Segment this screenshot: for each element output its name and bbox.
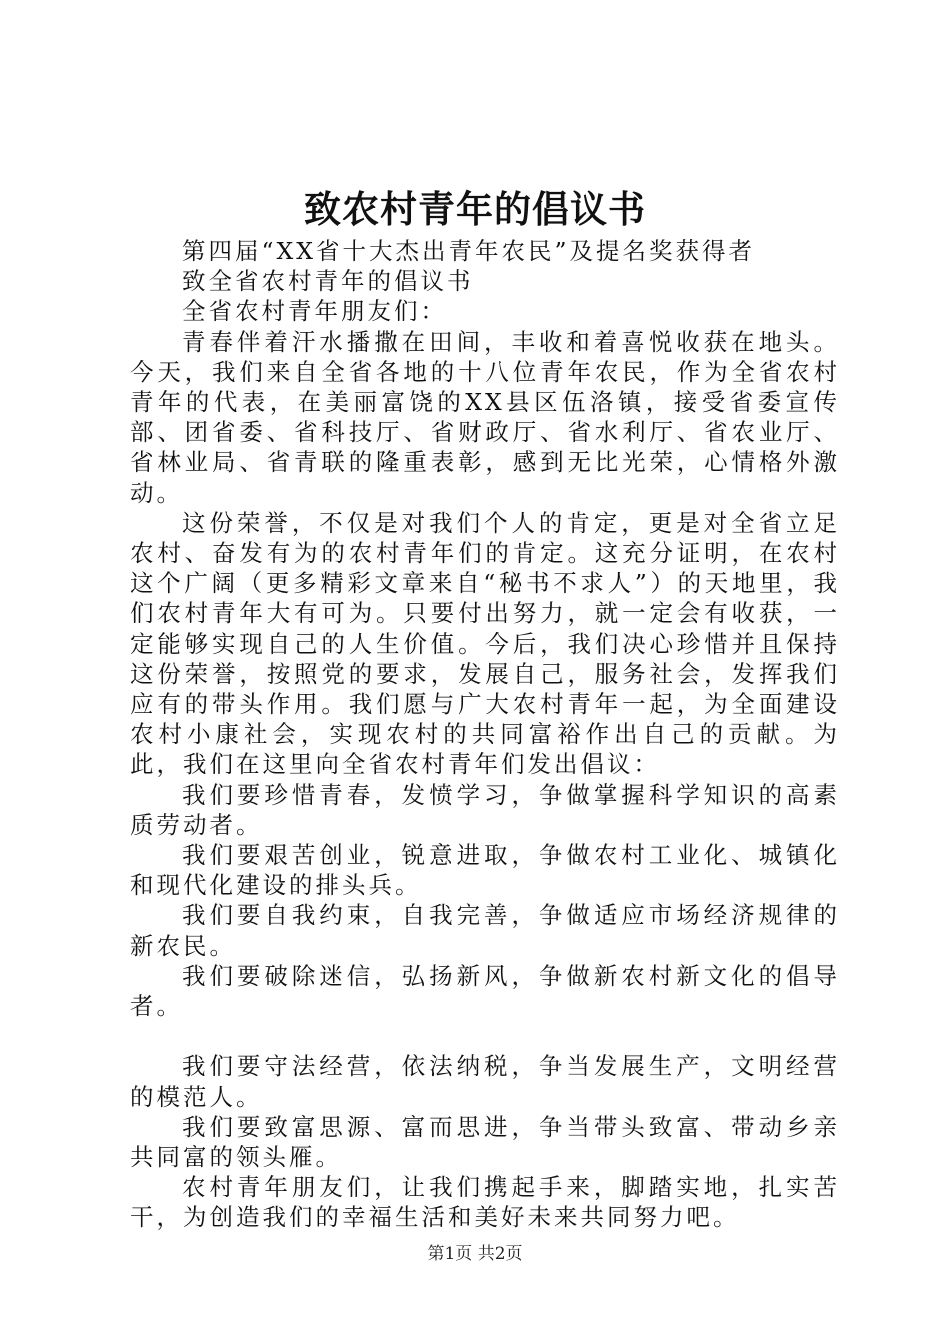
paragraph-awardees: 第四届“XX省十大杰出青年农民”及提名奖获得者 [182,237,755,265]
paragraph-salutation: 全省农村青年朋友们： [182,297,447,326]
document-body [130,236,840,1233]
paragraph-initiative-6: 我们要致富思源、富而思进，争当带头致富、带动乡亲共同富的领头雁。 [130,1112,840,1172]
paragraph-honor: 这份荣誉，不仅是对我们个人的肯定，更是对全省立足农村、奋发有为的农村青年们的肯定。这充分证明，在农村这个广阔（更多精彩文章来自“秘书不求人”）的天地里，我们农村青年大有可为。只要付出努力，就一定会有收获，一定能够实现自己的人生价值。今后，我们决心珍惜并且保持这份荣誉，按照党的要求，发展自己，服务社会，发挥我们应有的带头作用。我们愿与广大农村青年一起，为全面建设农村小康社会，实现农村的共同富裕作出自己的贡献。为此，我们在这里向全省农村青年们发出倡议： [130,508,840,779]
document-title: 致农村青年的倡议书 [304,187,646,231]
paragraph-intro: 青春伴着汗水播撒在田间，丰收和着喜悦收获在地头。今天，我们来自全省各地的十八位青年农民，作为全省农村青年的代表，在美丽富饶的XX县区伍洛镇，接受省委宣传部、团省委、省科技厅、省财政厅、省水利厅、省农业厅、省林业局、省青联的隆重表彰，感到无比光荣，心情格外激动。 [130,327,840,507]
paragraph-initiative-4: 我们要破除迷信，弘扬新风，争做新农村新文化的倡导者。 [130,961,840,1021]
page-number-footer: 第1页 共2页 [427,1244,523,1264]
paragraph-subtitle: 致全省农村青年的倡议书 [182,267,474,296]
paragraph-initiative-3: 我们要自我约束，自我完善，争做适应市场经济规律的新农民。 [130,901,840,960]
paragraph-initiative-5: 我们要守法经营，依法纳税，争当发展生产，文明经营的模范人。 [130,1052,840,1111]
paragraph-closing: 农村青年朋友们，让我们携起手来，脚踏实地，扎实苦干，为创造我们的幸福生活和美好未来共同努力吧。 [130,1173,840,1232]
paragraph-initiative-2: 我们要艰苦创业，锐意进取，争做农村工业化、城镇化和现代化建设的排头兵。 [130,841,840,900]
paragraph-initiative-1: 我们要珍惜青春，发愤学习，争做掌握科学知识的高素质劳动者。 [130,780,840,839]
